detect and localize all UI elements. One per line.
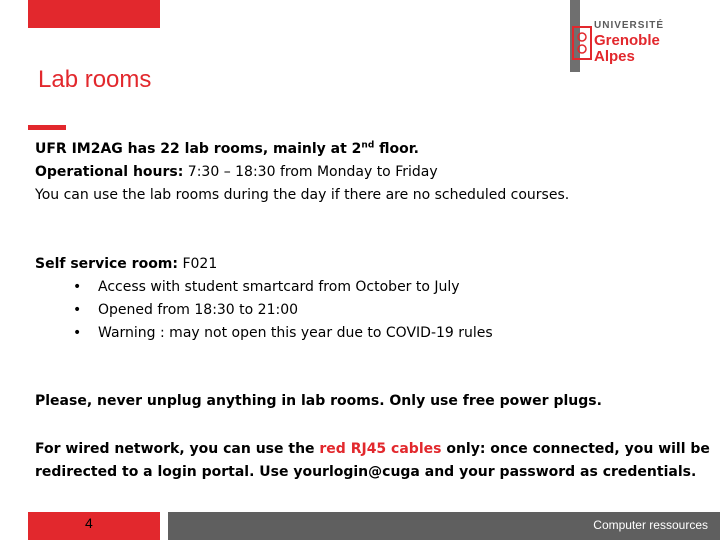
list-item: • Warning : may not open this year due to COVID-19 rules xyxy=(35,322,715,345)
slide-content xyxy=(35,138,715,484)
logo-line-grenoble: Grenoble xyxy=(594,32,660,49)
page-number: 4 xyxy=(85,515,93,531)
footer-bar xyxy=(168,512,720,540)
intro-text: UFR IM2AG has 22 lab rooms, mainly at 2 xyxy=(35,141,362,157)
rj45-highlight: red RJ45 cables xyxy=(319,441,442,457)
self-service-label: Self service room: xyxy=(35,256,178,272)
self-service-line xyxy=(35,253,715,276)
top-accent-bar xyxy=(28,0,160,28)
hours-line xyxy=(35,161,715,184)
unplug-notice: Please, never unplug anything in lab rooms. Only use free power plugs. xyxy=(35,393,602,409)
logo-line-alpes: Alpes xyxy=(594,48,635,65)
intro-line-1 xyxy=(35,138,715,161)
hours-value: 7:30 – 18:30 from Monday to Friday xyxy=(183,164,438,180)
hours-label: Operational hours: xyxy=(35,164,184,180)
university-emblem-icon xyxy=(572,26,592,60)
logo-line-universite: UNIVERSITÉ xyxy=(594,20,665,31)
footer-section-label: Computer ressources xyxy=(593,518,708,532)
list-item: • Opened from 18:30 to 21:00 xyxy=(35,299,715,322)
self-service-list xyxy=(35,276,715,345)
self-service-value: F021 xyxy=(178,256,218,272)
intro-suffix: floor. xyxy=(374,141,419,157)
footer-accent-block xyxy=(28,512,160,540)
list-item: • Access with student smartcard from October to July xyxy=(35,276,715,299)
page-title: Lab rooms xyxy=(38,66,152,93)
network-notice xyxy=(35,438,715,484)
logo-name xyxy=(594,33,660,65)
network-text-1: For wired network, you can use the xyxy=(35,441,320,457)
network-text-2: only: once connected, you will be redirected to a login portal. Use yourlogin@cuga and your password as credentials. xyxy=(35,441,710,480)
usage-line: You can use the lab rooms during the day if there are no scheduled courses. xyxy=(35,187,570,203)
university-logo xyxy=(570,0,688,72)
superscript-nd: nd xyxy=(361,140,375,151)
title-underline xyxy=(28,125,66,130)
